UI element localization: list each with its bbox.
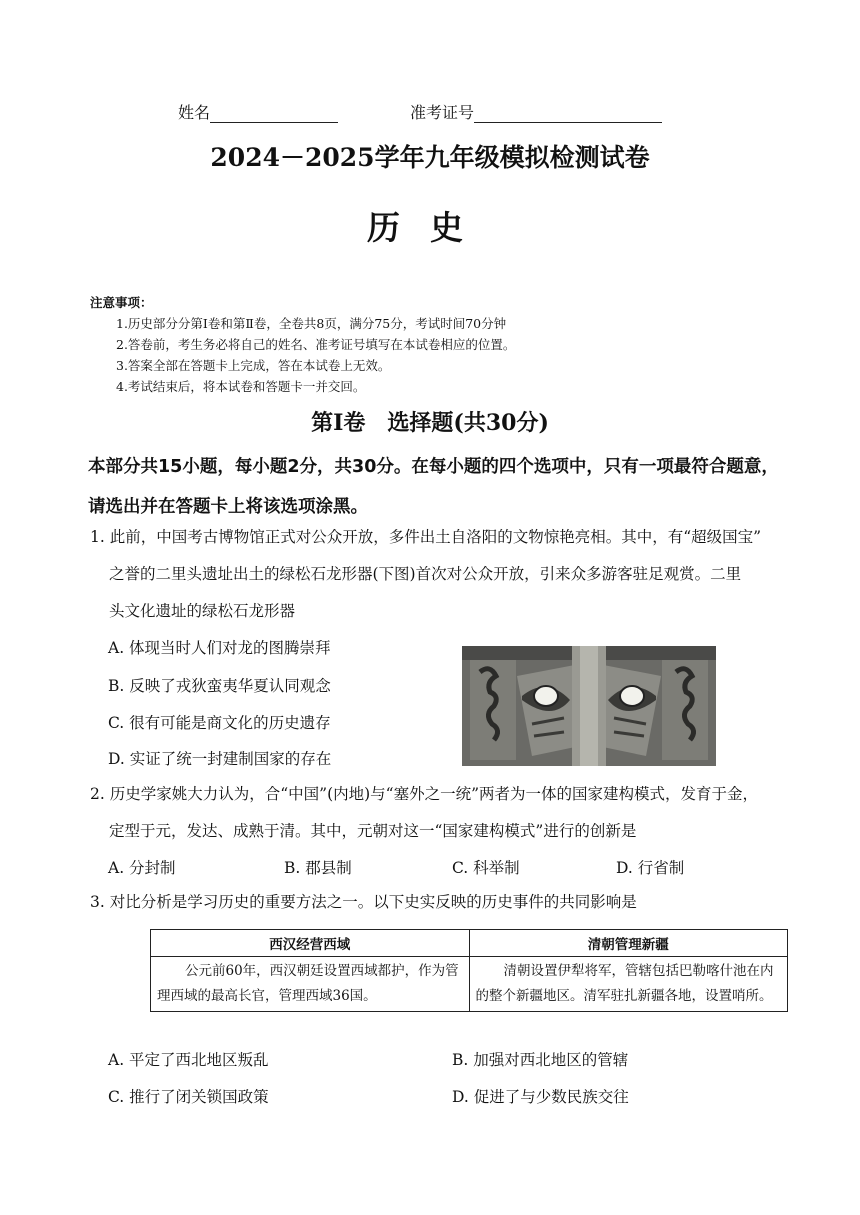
question-2 [90,776,790,850]
question-number: 2. [90,785,105,803]
table-header: 西汉经营西域 [151,930,470,957]
q2-option-d[interactable]: D. 行省制 [616,859,685,877]
question-3 [90,884,790,921]
notes-item: 4.考试结束后，将本试卷和答题卡一并交回。 [116,379,366,394]
q3-option-c[interactable]: C. 推行了闭关锁国政策 [108,1088,269,1106]
table-cell: 公元前60年，西汉朝廷设置西域都护，作为管理西域的最高长官，管理西域36国。 [151,957,470,1012]
table-header: 清朝管理新疆 [469,930,788,957]
subject-title: 历史 [367,208,493,247]
question-number: 3. [90,893,105,911]
question-1 [90,519,790,630]
q3-option-a[interactable]: A. 平定了西北地区叛乱 [108,1051,269,1069]
notes-item: 3.答案全部在答题卡上完成，答在本试卷上无效。 [116,358,391,373]
q1-option-d[interactable]: D. 实证了统一封建制国家的存在 [108,750,332,768]
q3-option-b[interactable]: B. 加强对西北地区的管辖 [452,1051,629,1069]
question-text: 之誉的二里头遗址出土的绿松石龙形器(下图)首次对公众开放，引来众多游客驻足观赏。二里 [109,565,742,583]
exam-id-label: 准考证号 [410,103,475,122]
question-text: 历史学家姚大力认为，合“中国”(内地)与“塞外之一统”两者为一体的国家建构模式，发育于金， [109,785,759,803]
question-text: 对比分析是学习历史的重要方法之一。以下史实反映的历史事件的共同影响是 [109,893,637,911]
name-blank[interactable] [210,108,338,123]
section-intro: 本部分共15小题，每小题2分，共30分。在每小题的四个选项中，只有一项最符合题意，请选出并在答题卡上将该选项涂黑。 [88,457,779,517]
exam-id-field[interactable] [410,100,662,123]
question-number: 1. [90,528,105,546]
q2-option-b[interactable]: B. 郡县制 [284,859,352,877]
table-header-row [151,930,788,957]
q1-option-c[interactable]: C. 很有可能是商文化的历史遗存 [108,714,331,732]
table-cell: 清朝设置伊犁将军，管辖包括巴勒喀什池在内的整个新疆地区。清军驻扎新疆各地，设置哨所。 [469,957,788,1012]
exam-id-blank[interactable] [474,108,662,123]
name-label: 姓名 [178,103,211,122]
q1-option-b[interactable]: B. 反映了戎狄蛮夷华夏认同观念 [108,677,331,695]
notes-item: 2.答卷前，考生务必将自己的姓名、准考证号填写在本试卷相应的位置。 [116,337,516,352]
exam-title: 2024－2025学年九年级模拟检测试卷 [210,143,650,172]
q3-option-d[interactable]: D. 促进了与少数民族交往 [452,1088,629,1106]
name-field[interactable] [178,100,338,123]
section-title: 第Ⅰ卷 选择题(共30分) [311,410,549,436]
notes-block [90,292,515,397]
comparison-table [150,929,788,1012]
question-text: 此前，中国考古博物馆正式对公众开放，多件出土自洛阳的文物惊艳亮相。其中，有“超级国宝” [109,528,762,546]
q1-option-a[interactable]: A. 体现当时人们对龙的图腾崇拜 [108,639,331,657]
table-row [151,957,788,1012]
dragon-artifact-image [462,646,716,766]
q2-option-a[interactable]: A. 分封制 [108,859,176,877]
dragon-artifact-illustration [462,646,716,766]
q2-option-c[interactable]: C. 科举制 [452,859,520,877]
question-text: 头文化遗址的绿松石龙形器 [109,602,296,620]
notes-item: 1.历史部分分第Ⅰ卷和第Ⅱ卷，全卷共8页，满分75分，考试时间70分钟 [116,316,507,331]
question-text: 定型于元，发达、成熟于清。其中，元朝对这一“国家建构模式”进行的创新是 [109,822,637,840]
notes-heading: 注意事项： [90,295,153,310]
